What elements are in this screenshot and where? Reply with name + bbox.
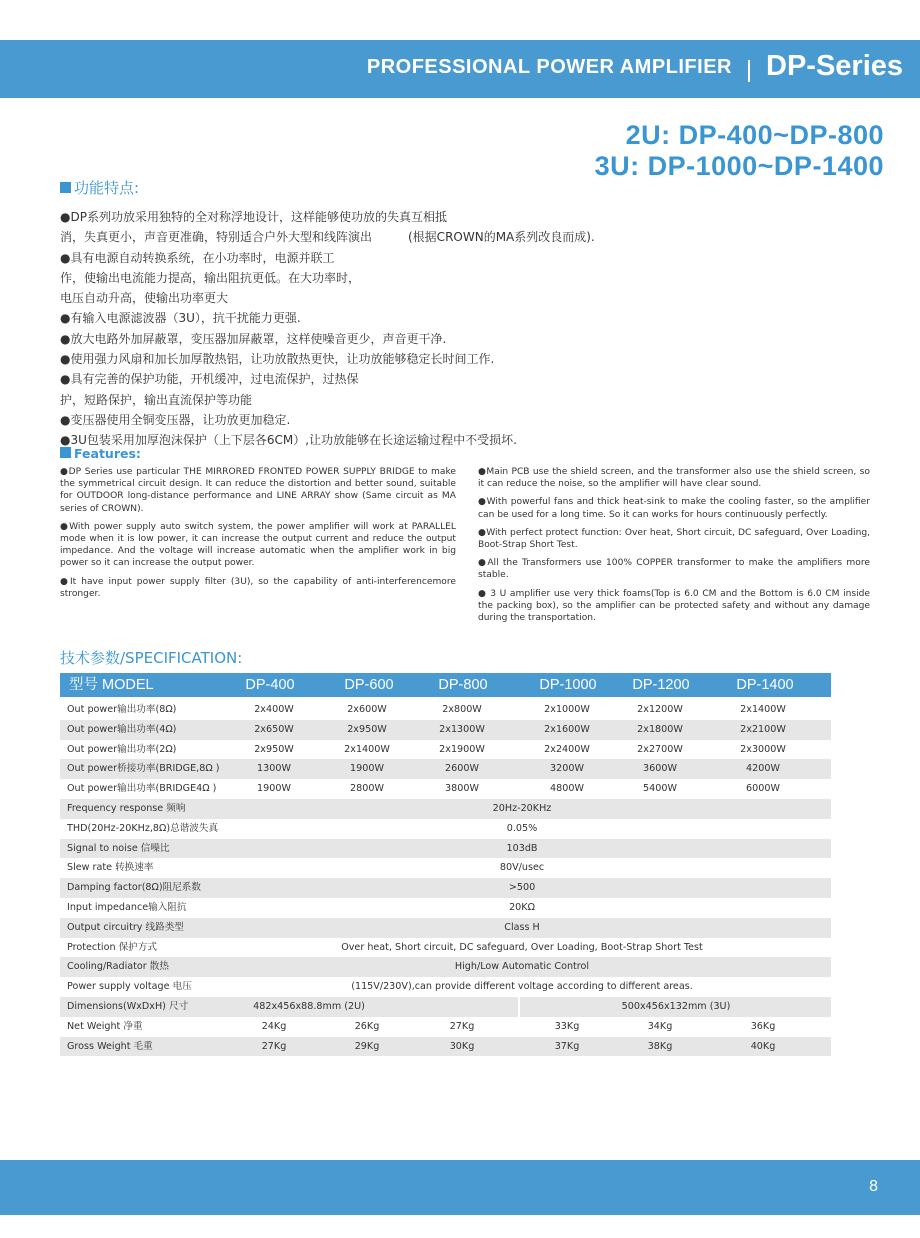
spec-row <box>60 779 831 799</box>
features-zh-line: ●DP系列功放采用独特的全对称浮地设计，这样能够使功放的失真互相抵 <box>60 210 447 224</box>
spec-row-label: Out power输出功率(8Ω) <box>67 704 177 715</box>
spec-cell: 24Kg <box>261 1020 287 1032</box>
spec-cell-half: 500x456x132mm (3U) <box>621 1000 731 1012</box>
features-en-paragraph: ●All the Transformers use 100% COPPER transformer to make the amplifiers more stable. <box>478 558 870 581</box>
features-en-paragraph: ●It have input power supply filter (3U), so the capability of anti-interferencemore stronger. <box>60 576 456 599</box>
spec-cell: 2x1900W <box>439 743 485 755</box>
header-separator <box>748 60 750 82</box>
spec-cell: 30Kg <box>449 1040 475 1052</box>
spec-cell: 38Kg <box>647 1040 673 1052</box>
spec-cell: 2x950W <box>254 743 294 755</box>
spec-row-label: THD(20Hz-20KHz,8Ω)总谐波失真 <box>67 822 219 834</box>
spec-row-label: Gross Weight 毛重 <box>67 1040 153 1052</box>
spec-cell: 2x2100W <box>740 723 786 735</box>
model-column-header: DP-400 <box>245 677 295 693</box>
cell-divider <box>518 997 520 1017</box>
spec-cell: 2x2700W <box>637 743 683 755</box>
model-range-3u: 3U: DP-1000~DP-1400 <box>594 151 884 181</box>
features-zh-line: ●使用强力风扇和加长加厚散热铝，让功放散热更快，让功放能够稳定长时间工作. <box>60 352 495 367</box>
features-zh-line: 护，短路保护，输出直流保护等功能 <box>60 392 253 407</box>
spec-row-label: Damping factor(8Ω)阻尼系数 <box>67 882 201 894</box>
spec-row <box>60 997 831 1017</box>
spec-row <box>60 1017 831 1037</box>
spec-cell: 34Kg <box>647 1020 673 1032</box>
features-en-paragraph: ●DP Series use particular THE MIRRORED FRONTED POWER SUPPLY BRIDGE to make the symmetrical circuit design. It can reduce the distortion and better sound, suitable for OUTDOOR long-distance performance and LINE ARRAY show (Same circuit as MA series of CROWN). <box>60 467 456 514</box>
spec-row <box>60 799 831 819</box>
spec-row-label: Slew rate 转换速率 <box>67 862 154 874</box>
spec-cell-merged: 103dB <box>506 842 538 854</box>
spec-cell: 2x800W <box>442 704 482 715</box>
features-zh-heading-text: 功能特点: <box>74 179 140 197</box>
spec-cell: 2x950W <box>347 723 387 735</box>
spec-row-label: Output circuitry 线路类型 <box>67 921 184 933</box>
spec-cell: 2x2400W <box>544 743 590 755</box>
features-en-left-column <box>60 466 456 606</box>
spec-row-label: Power supply voltage 电压 <box>67 981 192 993</box>
spec-cell-half: 482x456x88.8mm (2U) <box>253 1000 365 1012</box>
spec-cell-merged: 20KΩ <box>509 901 535 913</box>
model-column-header: DP-1400 <box>736 677 794 693</box>
spec-cell: 3600W <box>643 763 677 775</box>
spec-cell: 27Kg <box>449 1020 475 1032</box>
spec-row <box>60 759 831 779</box>
spec-cell: 2x400W <box>254 704 294 715</box>
spec-row-label: Signal to noise 信噪比 <box>67 842 170 854</box>
spec-row-label: Cooling/Radiator 散热 <box>67 961 169 973</box>
header-title: PROFESSIONAL POWER AMPLIFIER <box>366 56 732 78</box>
spec-heading: 技术参数/SPECIFICATION: <box>60 649 243 667</box>
features-zh-line: ●变压器使用全铜变压器，让功放更加稳定. <box>60 412 291 427</box>
spec-cell: 2x1400W <box>740 704 786 715</box>
spec-cell: 2x1300W <box>439 723 485 735</box>
spec-cell: 1300W <box>257 763 291 775</box>
spec-cell: 2600W <box>445 763 479 775</box>
features-zh-line: ●具有完善的保护功能，开机缓冲，过电流保护，过热保 <box>60 372 359 387</box>
spec-row-label: Protection 保护方式 <box>67 941 157 953</box>
model-column-header: DP-1000 <box>539 677 597 693</box>
spec-table <box>60 700 831 1056</box>
spec-cell-merged: >500 <box>508 882 536 894</box>
features-en-paragraph: ●With powerful fans and thick heat-sink to make the cooling faster, so the amplifier can be used for a long time. So it can works for hours continuously perfectly. <box>478 497 870 520</box>
features-en-heading-text: Features: <box>74 446 141 461</box>
model-header-label: 型号 MODEL <box>69 677 154 693</box>
spec-cell: 2x1000W <box>544 704 590 715</box>
square-bullet-icon <box>60 182 71 193</box>
spec-row <box>60 878 831 898</box>
spec-row <box>60 977 831 997</box>
model-range-2u: 2U: DP-400~DP-800 <box>625 120 884 150</box>
spec-row-label: Frequency response 频响 <box>67 802 186 814</box>
features-zh-line: ●放大电路外加屏蔽罩，变压器加屏蔽罩，这样使噪音更少，声音更干净. <box>60 331 447 346</box>
spec-row <box>60 858 831 878</box>
spec-row-label: Net Weight 净重 <box>67 1020 143 1032</box>
spec-row <box>60 720 831 740</box>
spec-row-label: Out power输出功率(BRIDGE4Ω ) <box>67 783 217 795</box>
features-en-paragraph: ●Main PCB use the shield screen, and the transformer also use the shield screen, so it can reduce the noise, so the amplifier will have clear sound. <box>478 467 870 490</box>
spec-cell: 2x1200W <box>637 704 683 715</box>
page-number: 8 <box>869 1178 878 1195</box>
spec-row-label: Dimensions(WxDxH) 尺寸 <box>67 1000 189 1012</box>
spec-row <box>60 700 831 720</box>
spec-cell: 2800W <box>350 783 384 795</box>
spec-row-label: Out power输出功率(2Ω) <box>67 743 177 755</box>
spec-cell: 3200W <box>550 763 584 775</box>
spec-cell: 2x3000W <box>740 743 786 755</box>
spec-cell: 29Kg <box>354 1040 380 1052</box>
features-en-paragraph: ● 3 U amplifier use very thick foams(Top is 6.0 CM and the Bottom is 6.0 CM inside the packing box), so the amplifier can be protected safety and without any damage during the transportation. <box>478 588 870 624</box>
model-column-header: DP-800 <box>438 677 488 693</box>
features-en-paragraph: ●With power supply auto switch system, the power amplifier will work at PARALLEL mode when it is low power, it can increase the output current and reduce the output impedance. And the voltage will increase automatic when the amplifier work in big power so it can increase the output power. <box>60 521 456 569</box>
spec-cell: 26Kg <box>354 1020 380 1032</box>
spec-cell: 2x600W <box>347 704 387 715</box>
spec-cell: 1900W <box>350 763 384 775</box>
spec-row-label: Input impedance输入阻抗 <box>67 901 187 913</box>
spec-cell: 2x1400W <box>344 743 390 755</box>
spec-row-label: Out power输出功率(4Ω) <box>67 723 177 735</box>
spec-cell-merged: Class H <box>504 921 540 933</box>
spec-cell: 2x1600W <box>544 723 590 735</box>
spec-cell: 1900W <box>257 783 291 795</box>
spec-row <box>60 918 831 938</box>
features-zh-heading <box>60 177 139 198</box>
spec-cell: 40Kg <box>750 1040 776 1052</box>
header-series: DP-Series <box>766 50 904 82</box>
spec-cell-merged: 20Hz-20KHz <box>492 802 552 814</box>
spec-row <box>60 839 831 859</box>
features-zh-line: ●3U包装采用加厚泡沫保护（上下层各6CM）,让功放能够在长途运输过程中不受损坏. <box>60 433 517 448</box>
spec-row <box>60 819 831 839</box>
features-en-right-column <box>478 466 870 630</box>
spec-row <box>60 740 831 760</box>
model-column-header: DP-1200 <box>632 677 690 693</box>
features-en-paragraph: ●With perfect protect function: Over heat, Short circuit, DC safeguard, Over Loading, Boot-Strap Short Test. <box>478 527 870 551</box>
features-en-heading <box>60 446 141 461</box>
header-bar <box>0 40 920 98</box>
spec-cell: 37Kg <box>554 1040 580 1052</box>
spec-row <box>60 957 831 977</box>
spec-row <box>60 938 831 958</box>
spec-cell: 2x1800W <box>637 723 683 735</box>
features-zh-line: ●具有电源自动转换系统，在小功率时，电源并联工 <box>60 250 335 265</box>
features-zh-list <box>60 207 640 451</box>
features-zh-line: ●有输入电源滤波器（3U），抗干扰能力更强. <box>60 311 301 326</box>
footer-bar <box>0 1160 920 1215</box>
features-zh-line: 消，失真更小，声音更准确，特别适合户外大型和线阵演出 (根据CROWN的MA系列改良而成). <box>60 230 595 245</box>
spec-cell-merged: 80V/usec <box>499 862 545 874</box>
spec-row <box>60 898 831 918</box>
spec-cell: 3800W <box>445 783 479 795</box>
spec-cell-merged: (115V/230V),can provide different voltage according to different areas. <box>351 981 693 993</box>
features-zh-line: 作，使输出电流能力提高，输出阻抗更低。在大功率时， <box>60 270 361 285</box>
spec-cell: 36Kg <box>750 1020 776 1032</box>
square-bullet-icon <box>60 447 71 458</box>
spec-cell-merged: Over heat, Short circuit, DC safeguard, Over Loading, Boot-Strap Short Test <box>341 941 703 953</box>
spec-cell: 5400W <box>643 783 677 795</box>
spec-cell: 6000W <box>746 783 780 795</box>
spec-table-header <box>60 673 831 697</box>
spec-cell: 27Kg <box>261 1040 287 1052</box>
spec-row <box>60 1037 831 1057</box>
spec-cell-merged: 0.05% <box>506 822 538 834</box>
spec-cell-merged: High/Low Automatic Control <box>454 961 590 973</box>
spec-row-label: Out power桥接功率(BRIDGE,8Ω ) <box>67 763 220 775</box>
spec-cell: 4800W <box>550 783 584 795</box>
features-zh-line: 电压自动升高，使输出功率更大 <box>60 291 229 306</box>
model-column-header: DP-600 <box>344 677 394 693</box>
spec-cell: 4200W <box>746 763 780 775</box>
spec-cell: 2x650W <box>254 723 294 735</box>
spec-cell: 33Kg <box>554 1020 580 1032</box>
